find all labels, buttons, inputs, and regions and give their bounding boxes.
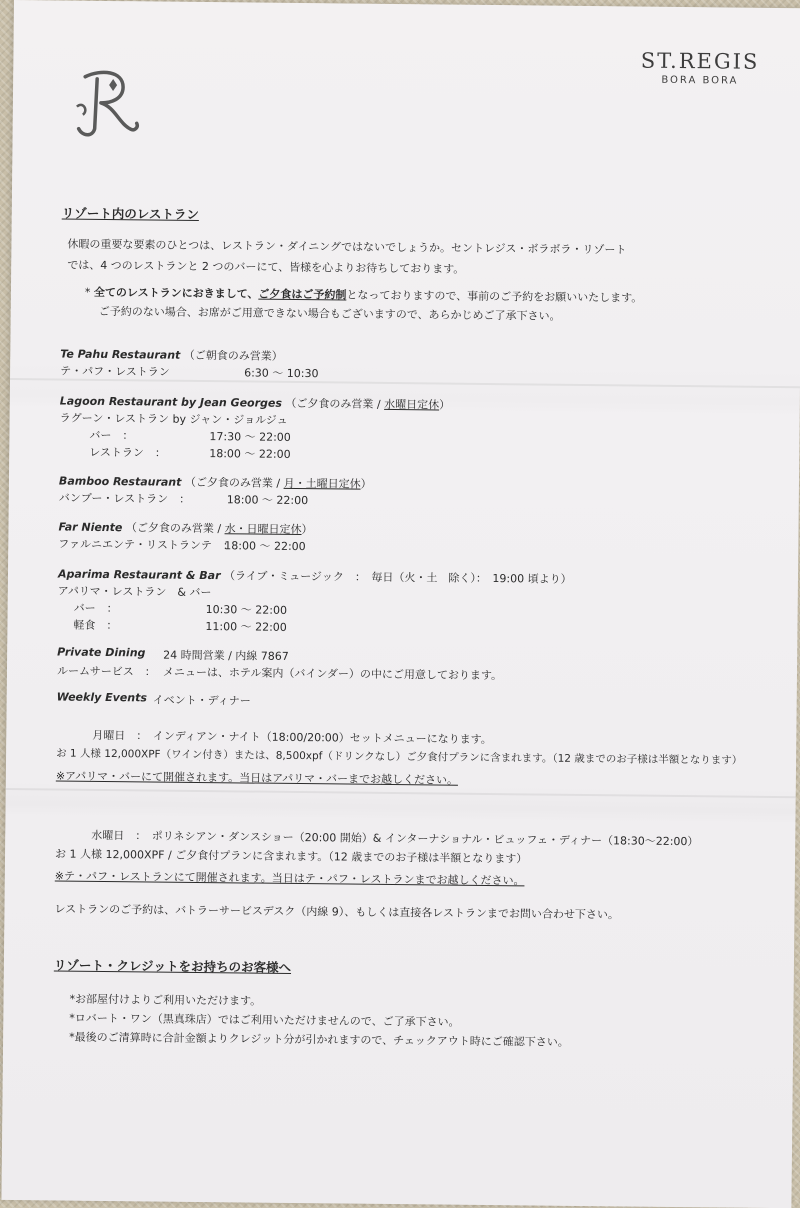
lagoon-note-pre: （ご夕食のみ営業 / (285, 396, 385, 411)
lagoon-bar-hours: 17:30 ～ 22:00 (209, 430, 291, 444)
notice-pre: 全てのレストランにおきまして、 (93, 285, 259, 301)
brand-name: ST.REGIS (640, 48, 760, 74)
st-regis-monogram-logo (71, 67, 146, 142)
credit-item: *ロバート・ワン（黒真珠店）ではご利用いただけませんので、ご了承下さい。 (69, 1011, 460, 1029)
credit-item: *最後のご清算時に合計金額よりクレジット分が引かれますので、チェックアウト時にご確認下さい。 (69, 1030, 569, 1049)
monday-line-1: 月曜日 ： インディアン・ナイト（18:00/20:00）セットメニューになります。 (92, 728, 492, 747)
bamboo-closed-day: 月・土曜日定休 (283, 476, 361, 491)
brand-location: BORA BORA (661, 74, 739, 87)
brand-header (641, 49, 760, 87)
weekly-events-subtitle: イベント・ディナー (152, 693, 251, 708)
farniente-ja: ファルニエンテ・リストランテ ： (58, 537, 234, 553)
notice-line-2: ご予約のない場合、お席がご用意できない場合もございますので、あらかじめご了承下さい。 (98, 304, 561, 323)
bamboo-title (59, 472, 372, 491)
paper-fold (6, 788, 796, 798)
aparima-snack-hours: 11:00 ～ 22:00 (205, 620, 287, 634)
lagoon-closed-day: 水曜日定休 (384, 397, 440, 412)
document-page (1, 0, 800, 1208)
intro-line-2: では、4 つのレストランと 2 つのバーにて、皆様を心よりお待ちしております。 (67, 258, 465, 276)
private-dining-note: 24 時間営業 / 内線 7867 (163, 648, 289, 663)
weekly-events-title: Weekly Events (56, 690, 147, 705)
farniente-title (58, 518, 312, 537)
bamboo-hours: 18:00 ～ 22:00 (226, 493, 309, 508)
credit-item: *お部屋付けよりご利用いただけます。 (69, 992, 262, 1008)
farniente-note-pre: （ご夕食のみ営業 / (125, 521, 225, 536)
tepahu-title (60, 346, 283, 364)
lagoon-ja: ラグーン・レストラン by ジャン・ジョルジュ (59, 411, 288, 427)
monday-line-2: お 1 人様 12,000XPF（ワイン付き）または、8,500xpf（ドリンクなし）ご夕食付プランに含まれます。（12 歳までのお子様は半額となります） (56, 747, 743, 767)
section-heading-credit: リゾート・クレジットをお持ちのお客様へ (53, 957, 292, 975)
aparima-bar-label: バー ： (73, 601, 118, 616)
farniente-name: Far Niente (58, 520, 123, 535)
lagoon-name: Lagoon Restaurant by Jean Georges (59, 394, 283, 410)
tepahu-ja: テ・パフ・レストラン (60, 364, 170, 379)
lagoon-bar-label: バー ： (89, 428, 134, 443)
paper-fold (10, 378, 800, 388)
aparima-bar-hours: 10:30 ～ 22:00 (205, 603, 288, 617)
tepahu-name: Te Pahu Restaurant (60, 347, 181, 362)
reservation-note: レストランのご予約は、バトラーサービスデスク（内線 9）、もしくは直接各レストランまでお問い合わせ下さい。 (54, 902, 619, 922)
lagoon-restaurant-label: レストラン ： (89, 445, 167, 460)
wednesday-line-1: 水曜日 ： ポリネシアン・ダンスショー（20:00 開始）& インターナショナル・ビュッフェ・ディナー（18:30～22:00） (91, 828, 699, 849)
aparima-note: （ライブ・ミュージック ： 毎日（火・土 除く）： 19:00 頃より） (224, 569, 572, 586)
aparima-snack-label: 軽食 ： (73, 618, 118, 633)
aparima-name: Aparima Restaurant & Bar (57, 567, 221, 583)
notice-line-1 (85, 284, 642, 306)
wednesday-line-2: お 1 人様 12,000XPF / ご夕食付プランに含まれます。（12 歳までのお子様は半額となります） (54, 847, 528, 866)
intro-line-1: 休暇の重要な要素のひとつは、レストラン・ダイニングではないでしょうか。セントレジス・ボラボラ・リゾート (67, 237, 627, 257)
tepahu-hours: 6:30 ～ 10:30 (244, 366, 319, 381)
notice-bullet: * (84, 285, 91, 299)
bamboo-note-pre: （ご夕食のみ営業 / (184, 475, 284, 490)
room-service-label: ルームサービス ： (56, 664, 156, 679)
lagoon-note-post: ） (439, 398, 451, 412)
bamboo-note-post: ） (360, 477, 372, 491)
private-dining-name: Private Dining (57, 645, 146, 660)
farniente-closed-day: 水・日曜日定休 (224, 522, 302, 537)
farniente-hours: 18:00 ～ 22:00 (224, 539, 306, 554)
tepahu-note: （ご朝食のみ営業） (183, 348, 283, 363)
bamboo-ja: バンブー・レストラン ： (58, 491, 191, 506)
monday-line-3: ※アパリマ・バーにて開催されます。当日はアパリマ・バーまでお越しください。 (55, 769, 459, 787)
notice-emphasis: ご夕食はご予約制 (258, 287, 347, 302)
bamboo-name: Bamboo Restaurant (58, 474, 182, 489)
lagoon-restaurant-hours: 18:00 ～ 22:00 (209, 447, 291, 461)
aparima-ja: アパリマ・レストラン & バー (57, 584, 212, 600)
section-heading-restaurants: リゾート内のレストラン (61, 205, 199, 222)
wednesday-line-3: ※テ・パフ・レストランにて開催されます。当日はテ・パフ・レストランまでお越しください。 (54, 869, 525, 888)
notice-post: となっておりますので、事前のご予約をお願いいたします。 (346, 288, 643, 305)
room-service-note: メニューは、ホテル案内（バインダー）の中にご用意しております。 (162, 665, 503, 683)
farniente-note-post: ） (301, 523, 313, 537)
